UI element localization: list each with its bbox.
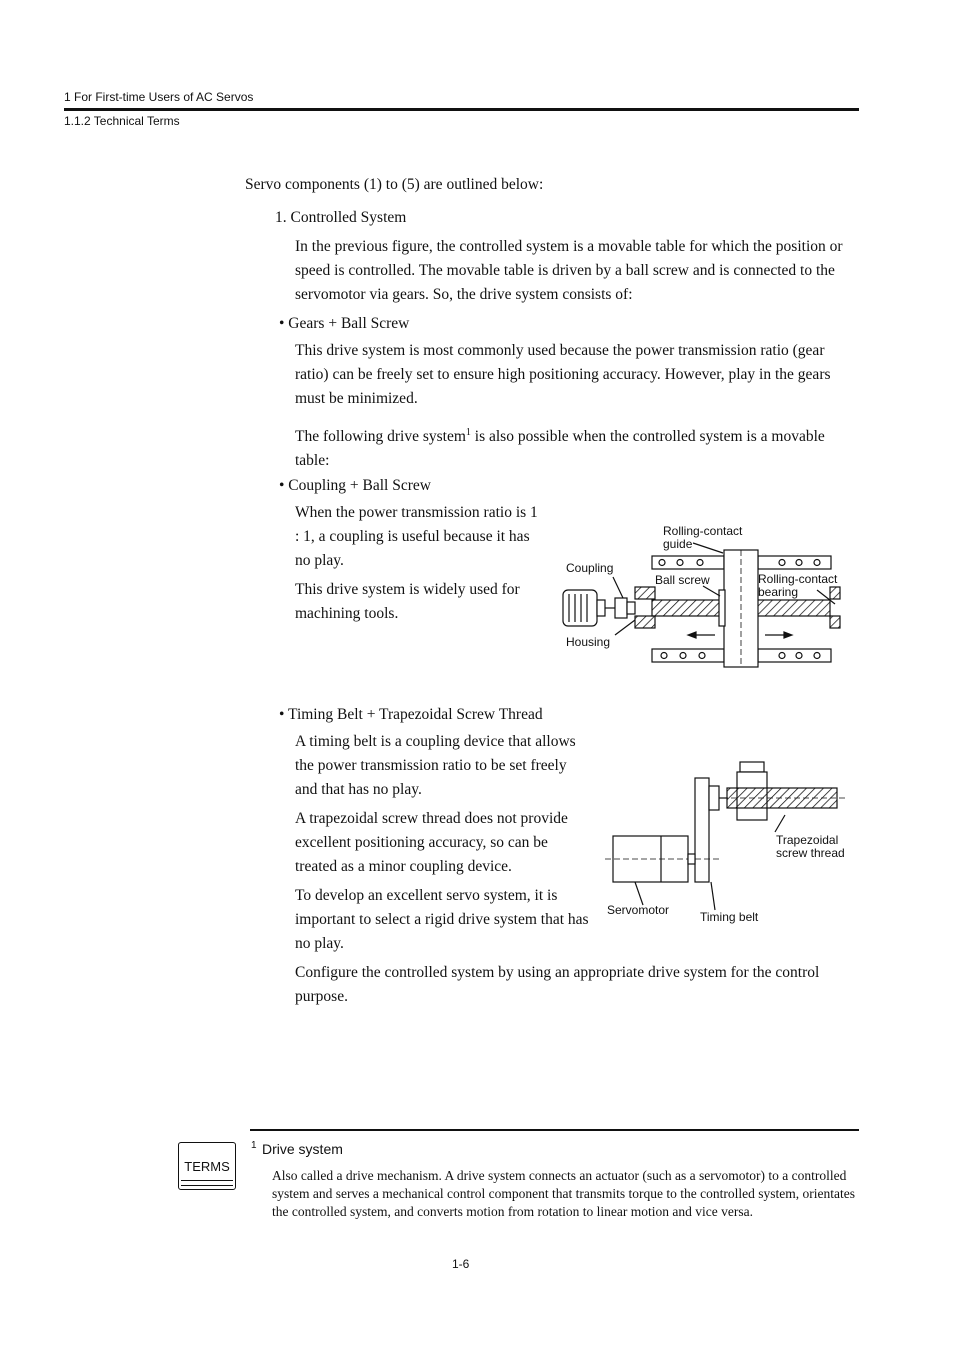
chapter-header: 1 For First-time Users of AC Servos: [64, 90, 254, 104]
timing-bullet: • Timing Belt + Trapezoidal Screw Thread: [279, 706, 543, 723]
following-text: The following drive system$^1$ is also possible when the controlled system is a movable table:: [295, 427, 825, 470]
timing-body3: To develop an excellent servo system, it is important to select a rigid drive system that has no play.: [295, 887, 589, 952]
item1-body: In the previous figure, the controlled system is a movable table for which the position or speed is controlled. The movable table is driven by a ball screw and is connected to the servomotor via gears. So, the drive system consists of:: [295, 238, 843, 303]
label-timing-belt: Timing belt: [700, 910, 759, 924]
terms-badge: TERMS: [178, 1142, 236, 1190]
label-rolling-contact-guide: Rolling-contact guide: [663, 524, 743, 551]
configure-text: Configure the controlled system by using an appropriate drive system for the control purpose.: [295, 964, 820, 1005]
item1-title: 1. Controlled System: [275, 209, 407, 226]
section-header: 1.1.2 Technical Terms: [64, 114, 180, 128]
footnote-rule: [250, 1129, 859, 1131]
footnote-ref: 1: [465, 427, 471, 438]
footnote-sup: 1: [251, 1140, 257, 1151]
label-ball-screw: Ball screw: [655, 573, 710, 587]
label-servomotor: Servomotor: [607, 903, 670, 917]
gears-bullet: • Gears + Ball Screw: [279, 315, 410, 332]
footnote-title: Drive system: [262, 1141, 343, 1157]
coupling-body2: This drive system is widely used for machining tools.: [295, 581, 520, 622]
footnote-body: Also called a drive mechanism. A drive system connects an actuator (such as a servomotor) to a controlled system and serves a mechanical control component that transmits torque to the controlled system, orientates the controlled system, and converts motion from rotation to linear motion and vice versa.: [272, 1168, 855, 1219]
timing-body2: A trapezoidal screw thread does not provide excellent positioning accuracy, so can be treated as a minor coupling device.: [295, 810, 568, 875]
page-number: 1-6: [452, 1257, 470, 1271]
label-coupling: Coupling: [566, 561, 614, 575]
coupling-body1: When the power transmission ratio is 1 : 1, a coupling is useful because it has no play.: [295, 504, 538, 569]
label-trapezoidal-screw-thread: Trapezoidal screw thread: [776, 833, 845, 860]
coupling-bullet: • Coupling + Ball Screw: [279, 477, 431, 494]
label-housing: Housing: [566, 635, 611, 649]
intro-text: Servo components (1) to (5) are outlined below:: [245, 176, 544, 193]
header-rule: [64, 108, 859, 111]
label-rolling-contact-bearing: Rolling-contact bearing: [758, 572, 838, 599]
gears-body: This drive system is most commonly used because the power transmission ratio (gear ratio) can be freely set to ensure high positioning accuracy. However, play in the gears must be minimized.: [295, 342, 831, 407]
timing-body1: A timing belt is a coupling device that allows the power transmission ratio to be set freely and that has no play.: [295, 733, 576, 798]
